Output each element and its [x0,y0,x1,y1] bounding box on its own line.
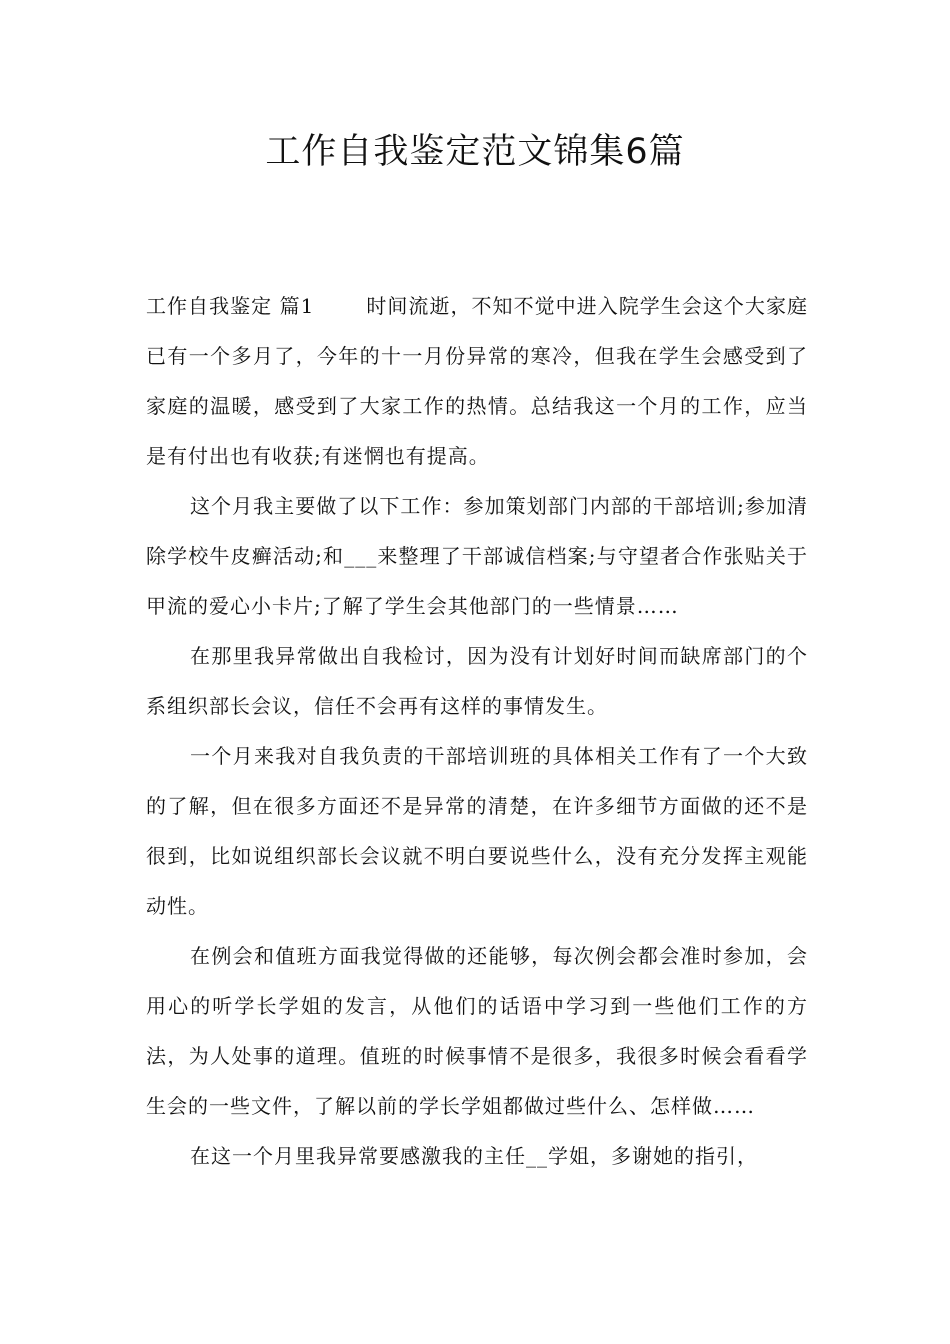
paragraph-1-text: 时间流逝，不知不觉中进入院学生会这个大家庭已有一个多月了，今年的十一月份异常的寒冷，但我在学生会感受到了家庭的温暖，感受到了大家工作的热情。总结我这一个月的工作，应当是有付出也有收获;有迷惘也有提高。 [146,294,808,468]
paragraph-2: 这个月我主要做了以下工作：参加策划部门内部的干部培训;参加清除学校牛皮癣活动;和___来整理了干部诚信档案;与守望者合作张贴关于甲流的爱心小卡片;了解了学生会其他部门的一些情景…… [146,494,808,618]
paragraph-4: 一个月来我对自我负责的干部培训班的具体相关工作有了一个大致的了解，但在很多方面还不是异常的清楚，在许多细节方面做的还不是很到，比如说组织部长会议就不明白要说些什么，没有充分发挥主观能动性。 [146,744,808,918]
paragraph-6: 在这一个月里我异常要感激我的主任__学姐，多谢她的指引， [190,1144,758,1168]
paragraph-5: 在例会和值班方面我觉得做的还能够，每次例会都会准时参加，会用心的听学长学姐的发言，从他们的话语中学习到一些他们工作的方法，为人处事的道理。值班的时候事情不是很多，我很多时候会看看学生会的一些文件，了解以前的学长学姐都做过些什么、怎样做…… [146,944,808,1118]
document-body [146,281,808,1181]
document-title: 工作自我鉴定范文锦集6篇 [265,132,685,172]
paragraph-3: 在那里我异常做出自我检讨，因为没有计划好时间而缺席部门的个系组织部长会议，信任不会再有这样的事情发生。 [146,644,808,718]
section-label: 工作自我鉴定 篇1 [146,294,315,318]
paragraph-1 [146,281,808,481]
